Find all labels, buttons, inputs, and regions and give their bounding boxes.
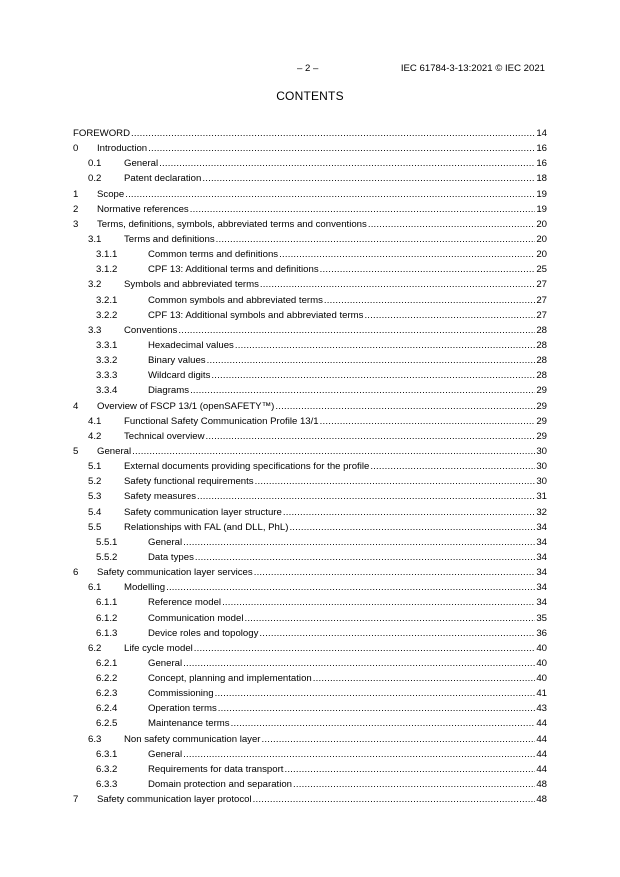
toc-entry-page: 29 — [536, 400, 547, 412]
dot-leader — [275, 401, 535, 413]
toc-entry-number: 6.2 — [88, 642, 102, 654]
dot-leader — [231, 718, 536, 730]
toc-entry-page: 36 — [536, 627, 547, 639]
toc-entry-number: 3.2.2 — [96, 309, 118, 321]
toc-entry[interactable] — [73, 688, 547, 703]
toc-entry-title: Hexadecimal values — [148, 339, 234, 351]
dot-leader — [279, 249, 535, 261]
toc-entry-page: 34 — [536, 536, 547, 548]
toc-entry[interactable] — [73, 522, 547, 537]
dot-leader — [190, 204, 536, 216]
toc-entry-page: 40 — [536, 673, 547, 685]
toc-entry[interactable] — [73, 658, 547, 673]
toc-entry[interactable] — [73, 143, 547, 158]
toc-entry-title: Data types — [148, 551, 194, 563]
dot-leader — [218, 703, 536, 715]
toc-entry[interactable] — [73, 355, 547, 370]
toc-entry[interactable] — [73, 476, 547, 491]
toc-entry-page: 30 — [536, 461, 547, 473]
dot-leader — [148, 143, 535, 155]
toc-entry[interactable] — [73, 491, 547, 506]
toc-entry-number: 5 — [73, 445, 79, 457]
toc-entry-page: 35 — [536, 612, 547, 624]
toc-entry-title: Reference model — [148, 597, 222, 609]
toc-entry-page: 16 — [536, 158, 547, 170]
toc-entry-title: Relationships with FAL (and DLL, PhL) — [124, 521, 289, 533]
toc-entry-page: 19 — [536, 203, 547, 215]
toc-entry-page: 28 — [536, 339, 547, 351]
dot-leader — [313, 673, 536, 685]
toc-entry-number: 6.1.1 — [96, 597, 118, 609]
dot-leader — [244, 613, 535, 625]
dot-leader — [364, 310, 535, 322]
toc-entry-title: Diagrams — [148, 385, 190, 397]
toc-entry-page: 34 — [536, 582, 547, 594]
dot-leader — [370, 461, 535, 473]
dot-leader — [284, 764, 535, 776]
toc-entry-title: Maintenance terms — [148, 718, 230, 730]
toc-entry-page: 34 — [536, 551, 547, 563]
toc-entry-title: General — [148, 748, 183, 760]
toc-entry[interactable] — [73, 446, 547, 461]
toc-entry-number: 3.2.1 — [96, 294, 118, 306]
toc-entry-number: 5.2 — [88, 476, 102, 488]
toc-entry-number: 0.1 — [88, 158, 102, 170]
dot-leader — [206, 431, 536, 443]
dot-leader — [183, 658, 535, 670]
toc-entry-title: Operation terms — [148, 703, 217, 715]
toc-entry-title: Life cycle model — [124, 642, 193, 654]
toc-entry[interactable] — [73, 582, 547, 597]
toc-entry[interactable] — [73, 128, 547, 143]
toc-entry-number: 5.4 — [88, 506, 102, 518]
page-header — [0, 63, 620, 75]
toc-entry-title: Conventions — [124, 324, 178, 336]
toc-entry-page: 27 — [536, 309, 547, 321]
toc-entry-title: Safety communication layer services — [97, 567, 253, 579]
toc-entry[interactable] — [73, 718, 547, 733]
toc-entry-number: 6.2.1 — [96, 657, 118, 669]
toc-entry[interactable] — [73, 189, 547, 204]
toc-entry-title: Communication model — [148, 612, 244, 624]
toc-entry[interactable] — [73, 416, 547, 431]
toc-entry[interactable] — [73, 749, 547, 764]
toc-entry-number: 3.3.1 — [96, 339, 118, 351]
toc-entry-number: 6.2.2 — [96, 673, 118, 685]
toc-entry-number: 1 — [73, 188, 79, 200]
toc-entry-page: 44 — [536, 718, 547, 730]
toc-entry-number: 3.3.2 — [96, 355, 118, 367]
dot-leader — [320, 264, 536, 276]
toc-entry-number: 6.3.3 — [96, 779, 118, 791]
toc-entry-page: 41 — [536, 688, 547, 700]
dot-leader — [293, 779, 535, 791]
toc-entry-page: 20 — [536, 233, 547, 245]
toc-entry-number: 6.3.2 — [96, 763, 118, 775]
toc-entry-number: 4.2 — [88, 430, 102, 442]
toc-entry-number: 4.1 — [88, 415, 102, 427]
toc-entry[interactable] — [73, 234, 547, 249]
toc-entry-page: 44 — [536, 748, 547, 760]
toc-entry-title: External documents providing specifications for the profile — [124, 461, 370, 473]
dot-leader — [283, 507, 535, 519]
toc-entry-number: 4 — [73, 400, 79, 412]
toc-entry[interactable] — [73, 764, 547, 779]
dot-leader — [253, 794, 536, 806]
dot-leader — [324, 295, 535, 307]
toc-entry-page: 28 — [536, 370, 547, 382]
toc-entry-page: 44 — [536, 733, 547, 745]
toc-entry[interactable] — [73, 567, 547, 582]
toc-entry-number: 2 — [73, 203, 79, 215]
toc-entry-number: 6.1.2 — [96, 612, 118, 624]
toc-entry[interactable] — [73, 295, 547, 310]
toc-entry-number: 6.2.5 — [96, 718, 118, 730]
toc-entry-number: 6.2.3 — [96, 688, 118, 700]
toc-entry-page: 34 — [536, 567, 547, 579]
toc-entry[interactable] — [73, 734, 547, 749]
toc-entry-page: 28 — [536, 355, 547, 367]
toc-entry-page: 20 — [536, 249, 547, 261]
toc-entry-title: Safety communication layer protocol — [97, 794, 252, 806]
dot-leader — [202, 173, 535, 185]
toc-entry-number: 7 — [73, 794, 79, 806]
dot-leader — [207, 355, 536, 367]
toc-entry-number: 0 — [73, 143, 79, 155]
toc-entry-title: Functional Safety Communication Profile 13/1 — [124, 415, 319, 427]
toc-entry-page: 14 — [536, 128, 547, 139]
toc-entry[interactable] — [73, 325, 547, 340]
toc-entry-page: 18 — [536, 173, 547, 185]
toc-entry[interactable] — [73, 613, 547, 628]
contents-title: CONTENTS — [276, 89, 344, 103]
dot-leader — [183, 749, 535, 761]
dot-leader — [260, 279, 535, 291]
dot-leader — [159, 158, 535, 170]
toc-entry-title: Introduction — [97, 143, 148, 155]
toc-entry-page: 28 — [536, 324, 547, 336]
toc-entry-number: 3.1 — [88, 233, 102, 245]
dot-leader — [194, 643, 536, 655]
dot-leader — [183, 537, 535, 549]
dot-leader — [289, 522, 535, 534]
toc-entry-number: 3.1.2 — [96, 264, 118, 276]
toc-entry[interactable] — [73, 370, 547, 385]
table-of-contents — [73, 128, 547, 809]
toc-entry[interactable] — [73, 461, 547, 476]
toc-entry-page: 29 — [536, 415, 547, 427]
toc-entry-title: Scope — [97, 188, 125, 200]
toc-entry-number: 3 — [73, 218, 79, 230]
toc-entry-number: 5.3 — [88, 491, 102, 503]
dot-leader — [131, 128, 535, 140]
toc-entry-title: Symbols and abbreviated terms — [124, 279, 259, 291]
dot-leader — [125, 189, 535, 201]
toc-entry-number: 5.5 — [88, 521, 102, 533]
toc-entry-title: Wildcard digits — [148, 370, 211, 382]
toc-entry-title: Common terms and definitions — [148, 249, 279, 261]
toc-entry-title: General — [148, 657, 183, 669]
toc-entry[interactable] — [73, 385, 547, 400]
dot-leader — [132, 446, 535, 458]
toc-entry-number: 3.3 — [88, 324, 102, 336]
toc-entry[interactable] — [73, 537, 547, 552]
toc-entry-number: 3.3.3 — [96, 370, 118, 382]
toc-entry-number: 0.2 — [88, 173, 102, 185]
toc-entry-page: 19 — [536, 188, 547, 200]
toc-entry-number: 5.5.2 — [96, 551, 118, 563]
toc-entry[interactable] — [73, 597, 547, 612]
toc-entry-title: Device roles and topology — [148, 627, 259, 639]
toc-entry-page: 30 — [536, 476, 547, 488]
toc-entry-page: 29 — [536, 430, 547, 442]
toc-entry-page: 40 — [536, 657, 547, 669]
toc-entry[interactable] — [73, 401, 547, 416]
toc-entry-number: 6 — [73, 567, 79, 579]
toc-entry-page: 44 — [536, 763, 547, 775]
toc-entry[interactable] — [73, 219, 547, 234]
toc-entry-title: Concept, planning and implementation — [148, 673, 312, 685]
toc-entry-title: Common symbols and abbreviated terms — [148, 294, 323, 306]
toc-entry-number: 5.5.1 — [96, 536, 118, 548]
toc-entry-title: Overview of FSCP 13/1 (openSAFETY™) — [97, 400, 275, 412]
dot-leader — [320, 416, 536, 428]
toc-entry-number: 6.2.4 — [96, 703, 118, 715]
toc-entry-page: 27 — [536, 294, 547, 306]
toc-entry-title: Commissioning — [148, 688, 214, 700]
dot-leader — [262, 734, 536, 746]
toc-entry-title: Normative references — [97, 203, 189, 215]
toc-entry[interactable] — [73, 173, 547, 188]
toc-entry[interactable] — [73, 703, 547, 718]
toc-entry-title: General — [124, 158, 159, 170]
toc-entry-title: General — [97, 445, 132, 457]
toc-entry-page: 25 — [536, 264, 547, 276]
toc-entry-page: 30 — [536, 445, 547, 457]
dot-leader — [215, 688, 536, 700]
toc-entry-page: 31 — [536, 491, 547, 503]
toc-entry-number: 3.2 — [88, 279, 102, 291]
toc-entry-title: Technical overview — [124, 430, 205, 442]
toc-entry[interactable] — [73, 310, 547, 325]
toc-entry-page: 48 — [536, 794, 547, 806]
dot-leader — [166, 582, 535, 594]
dot-leader — [197, 491, 535, 503]
toc-entry-page: 20 — [536, 218, 547, 230]
toc-entry-page: 40 — [536, 642, 547, 654]
toc-entry[interactable] — [73, 340, 547, 355]
toc-entry-page: 34 — [536, 521, 547, 533]
toc-entry[interactable] — [73, 507, 547, 522]
toc-entry-page: 32 — [536, 506, 547, 518]
toc-entry-page: 48 — [536, 779, 547, 791]
toc-entry[interactable] — [73, 794, 547, 809]
dot-leader — [178, 325, 535, 337]
toc-entry-number: 6.1 — [88, 582, 102, 594]
dot-leader — [216, 234, 536, 246]
toc-entry[interactable] — [73, 204, 547, 219]
page-number: – 2 – — [297, 63, 319, 74]
toc-entry-title: Binary values — [148, 355, 206, 367]
dot-leader — [255, 476, 536, 488]
toc-entry[interactable] — [73, 552, 547, 567]
toc-entry-page: 27 — [536, 279, 547, 291]
toc-entry-title: Terms, definitions, symbols, abbreviated terms and conventions — [97, 218, 367, 230]
dot-leader — [190, 385, 535, 397]
toc-entry[interactable] — [73, 264, 547, 279]
toc-entry-title: Patent declaration — [124, 173, 202, 185]
toc-entry-title: Requirements for data transport — [148, 763, 284, 775]
toc-entry-title: CPF 13: Additional terms and definitions — [148, 264, 319, 276]
toc-entry[interactable] — [73, 779, 547, 794]
toc-entry[interactable] — [73, 158, 547, 173]
toc-entry-title: Safety measures — [124, 491, 196, 503]
dot-leader — [235, 340, 535, 352]
dot-leader — [368, 219, 536, 231]
toc-entry-page: 43 — [536, 703, 547, 715]
toc-entry-title: General — [148, 536, 183, 548]
toc-entry-title: Safety functional requirements — [124, 476, 254, 488]
toc-entry-number: 6.3.1 — [96, 748, 118, 760]
toc-entry[interactable] — [73, 279, 547, 294]
toc-entry-title: CPF 13: Additional symbols and abbreviated terms — [148, 309, 364, 321]
dot-leader — [195, 552, 535, 564]
toc-entry-page: 29 — [536, 385, 547, 397]
toc-entry-title: Safety communication layer structure — [124, 506, 282, 518]
toc-entry[interactable] — [73, 673, 547, 688]
toc-entry-title: Modelling — [124, 582, 166, 594]
toc-entry-page: 16 — [536, 143, 547, 155]
toc-entry-page: 34 — [536, 597, 547, 609]
standard-reference: IEC 61784-3-13:2021 © IEC 2021 — [400, 63, 545, 74]
toc-entry[interactable] — [73, 643, 547, 658]
toc-entry-number: 3.1.1 — [96, 249, 118, 261]
dot-leader — [259, 628, 535, 640]
toc-entry-title: Terms and definitions — [124, 233, 215, 245]
toc-entry[interactable] — [73, 431, 547, 446]
dot-leader — [222, 597, 535, 609]
toc-entry[interactable] — [73, 628, 547, 643]
toc-entry-number: 3.3.4 — [96, 385, 118, 397]
toc-entry-title: FOREWORD — [73, 128, 131, 139]
toc-entry[interactable] — [73, 249, 547, 264]
toc-entry-number: 6.3 — [88, 733, 102, 745]
toc-entry-number: 5.1 — [88, 461, 102, 473]
toc-entry-number: 6.1.3 — [96, 627, 118, 639]
toc-entry-title: Domain protection and separation — [148, 779, 292, 791]
dot-leader — [254, 567, 536, 579]
toc-entry-title: Non safety communication layer — [124, 733, 261, 745]
dot-leader — [211, 370, 535, 382]
